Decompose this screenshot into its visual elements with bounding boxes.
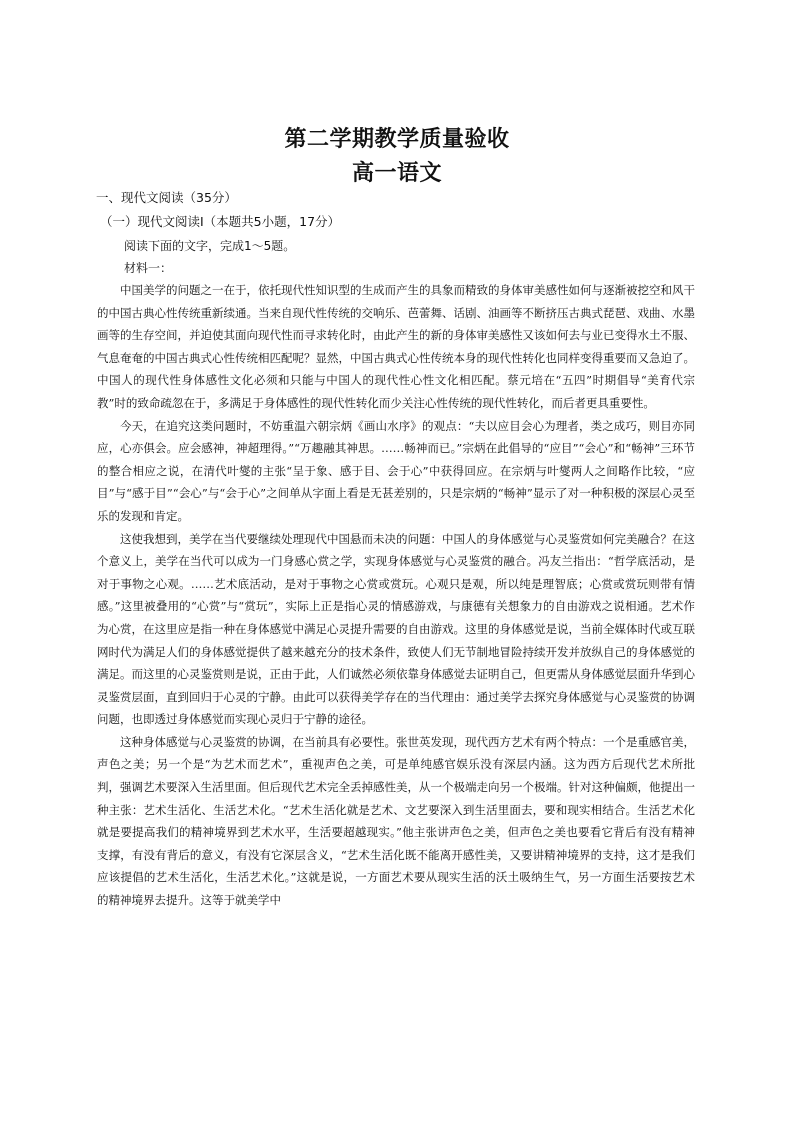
article-paragraph: 中国美学的问题之一在于，依托现代性知识型的生成而产生的具象而精致的身体审美感性如何与逐渐被挖空和风干的中国古典心性传统重新续通。当来自现代性传统的交响乐、芭蕾舞、话剧、油画等不断挤压古典式琵琶、戏曲、水墨画等的生存空间，并迫使其面向现代性而寻求转化时，由此产生的新的身体审美感性又该如何去与业已变得水土不服、气息奄奄的中国古典式心性传统相匹配呢？显然，中国古典式心性传统本身的现代性转化也同样变得重要而又急迫了。中国人的现代性身体感性文化必须和只能与中国人的现代性心性文化相匹配。蔡元培在“五四”时期倡导“美育代宗教”时的致命疏忽在于，多满足于身体感性的现代性转化而少关注心性传统的现代性转化，而后者更具重要性。 [97, 283, 695, 410]
reading-instruction: 阅读下面的文字，完成1～5题。 [124, 239, 296, 253]
exam-subject: 高一语文 [351, 161, 442, 186]
subsection-heading: （一）现代文阅读Ⅰ（本题共5小题，17分） [100, 214, 341, 229]
material-label: 材料一： [124, 261, 173, 275]
article-paragraph: 这种身体感觉与心灵鉴赏的协调，在当前具有必要性。张世英发现，现代西方艺术有两个特点：一个是重感官美，声色之美；另一个是“为艺术而艺术”，重视声色之美，可是单纯感官娱乐没有深层内涵。这为西方后现代艺术所批判，强调艺术要深入生活里面。但后现代艺术完全丢掉感性美，从一个极端走向另一个极端。针对这种偏颇，他提出一种主张：艺术生活化、生活艺术化。“艺术生活化就是艺术、文艺要深入到生活里面去，要和现实相结合。生活艺术化就是要提高我们的精神境界到艺术水平，生活要超越现实。”他主张讲声色之美，但声色之美也要看它背后有没有精神支撑，有没有背后的意义，有没有它深层含义，“艺术生活化既不能离开感性美，又要讲精神境界的支持，这才是我们应该提倡的艺术生活化，生活艺术化。”这就是说，一方面艺术要从现实生活的沃土吸纳生气，另一方面生活要按艺术的精神境界去提升。这等于就美学中 [97, 734, 695, 908]
article-paragraph: 这使我想到，美学在当代要继续处理现代中国悬而未决的问题：中国人的身体感觉与心灵鉴赏如何完美融合？在这个意义上，美学在当代可以成为一门身感心赏之学，实现身体感觉与心灵鉴赏的融合。冯友兰指出：“哲学底活动，是对于事物之心观。……艺术底活动，是对于事物之心赏或赏玩。心观只是观，所以纯是理智底；心赏或赏玩则带有情感。”这里被叠用的“心赏”与“赏玩”，实际上正是指心灵的情感游戏，与康德有关想象力的自由游戏之说相通。艺术作为心赏，在这里应是指一种在身体感觉中满足心灵提升需要的自由游戏。这里的身体感觉是说，当前全媒体时代或互联网时代为满足人们的身体感觉提供了越来越充分的技术条件，致使人们无节制地冒险持续开发并放纵自己的身体感觉的满足。而这里的心灵鉴赏则是说，正由于此，人们诚然必须依靠身体感觉去证明自己，但更需从身体感觉层面升华到心灵鉴赏层面，直到回归于心灵的宁静。由此可以获得美学存在的当代理由：通过美学去探究身体感觉与心灵鉴赏的协调问题，也即透过身体感觉而实现心灵归于宁静的途径。 [97, 531, 695, 727]
section-heading: 一、现代文阅读（35分） [96, 190, 237, 205]
exam-title: 第二学期教学质量验收 [284, 127, 510, 152]
article-body [97, 279, 695, 912]
article-paragraph: 今天，在追究这类问题时，不妨重温六朝宗炳《画山水序》的观点：“夫以应目会心为理者，类之成巧，则目亦同应，心亦俱会。应会感神，神超理得。”“万趣融其神思。……畅神而已。”宗炳在此倡导的“应目”“会心”和“畅神”三环节的整合相应之说，在清代叶燮的主张“呈于象、感于目、会于心”中获得回应。在宗炳与叶燮两人之间略作比较，“应目”与“感于目”“会心”与“会于心”之间单从字面上看是无甚差别的，只是宗炳的“畅神”显示了对一种积极的深层心灵至乐的发现和肯定。 [97, 418, 695, 523]
